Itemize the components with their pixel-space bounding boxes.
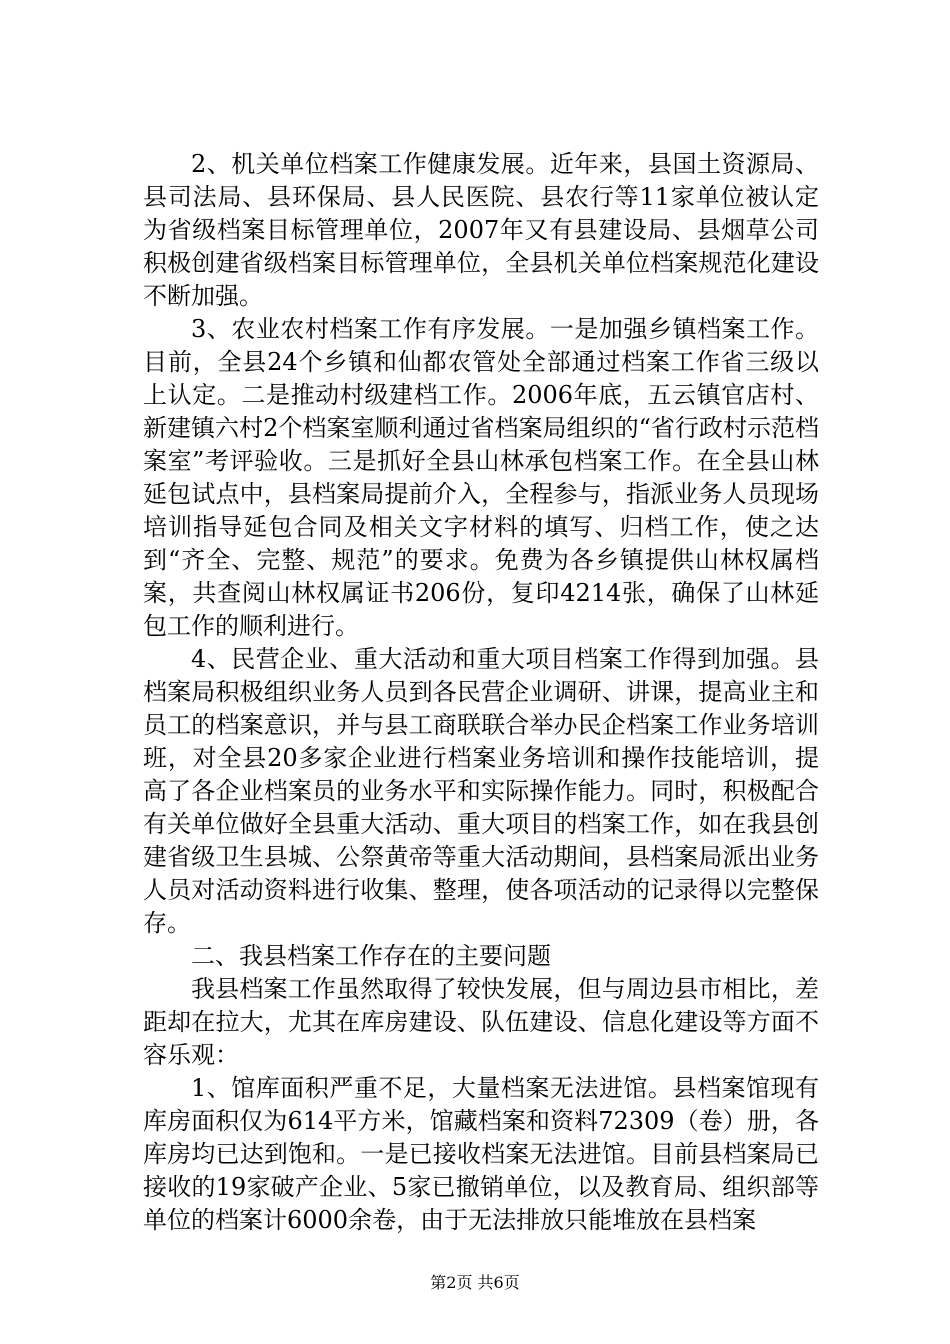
paragraph-storage-shortage: 1、馆库面积严重不足，大量档案无法进馆。县档案馆现有库房面积仅为614平方米，馆藏档案和资料72309（卷）册，各库房均已达到饱和。一是已接收档案无法进馆。目前县档案局已接收的19家破产企业、5家已撤销单位，以及教育局、组织部等单位的档案计6000余卷，由于无法排放只能堆放在县档案 [143, 1074, 819, 1234]
paragraph-problems-intro: 我县档案工作虽然取得了较快发展，但与周边县市相比，差距却在拉大，尤其在库房建设、队伍建设、信息化建设等方面不容乐观： [143, 975, 819, 1069]
paragraph-agency-archives: 2、机关单位档案工作健康发展。近年来，县国土资源局、县司法局、县环保局、县人民医院、县农行等11家单位被认定为省级档案目标管理单位，2007年又有县建设局、县烟草公司积极创建省级档案目标管理单位，全县机关单位档案规范化建设不断加强。 [143, 150, 819, 310]
paragraph-rural-archives: 3、农业农村档案工作有序发展。一是加强乡镇档案工作。目前，全县24个乡镇和仙都农管处全部通过档案工作省三级以上认定。二是推动村级建档工作。2006年底，五云镇官店村、新建镇六村2个档案室顺利通过省档案局组织的“省行政村示范档案室”考评验收。三是抓好全县山林承包档案工作。在全县山林延包试点中，县档案局提前介入，全程参与，指派业务人员现场培训指导延包合同及相关文字材料的填写、归档工作，使之达到“齐全、完整、规范”的要求。免费为各乡镇提供山林权属档案，共查阅山林权属证书206份，复印4214张，确保了山林延包工作的顺利进行。 [143, 315, 819, 640]
paragraph-private-enterprise-archives: 4、民营企业、重大活动和重大项目档案工作得到加强。县档案局积极组织业务人员到各民营企业调研、讲课，提高业主和员工的档案意识，并与县工商联联合举办民企档案工作业务培训班，对全县20多家企业进行档案业务培训和操作技能培训，提高了各企业档案员的业务水平和实际操作能力。同时，积极配合有关单位做好全县重大活动、重大项目的档案工作，如在我县创建省级卫生县城、公祭黄帝等重大活动期间，县档案局派出业务人员对活动资料进行收集、整理，使各项活动的记录得以完整保存。 [143, 645, 819, 937]
document-body [143, 148, 819, 1237]
page-footer: 第2页 共6页 [430, 1273, 520, 1292]
section-heading-problems: 二、我县档案工作存在的主要问题 [191, 942, 551, 970]
